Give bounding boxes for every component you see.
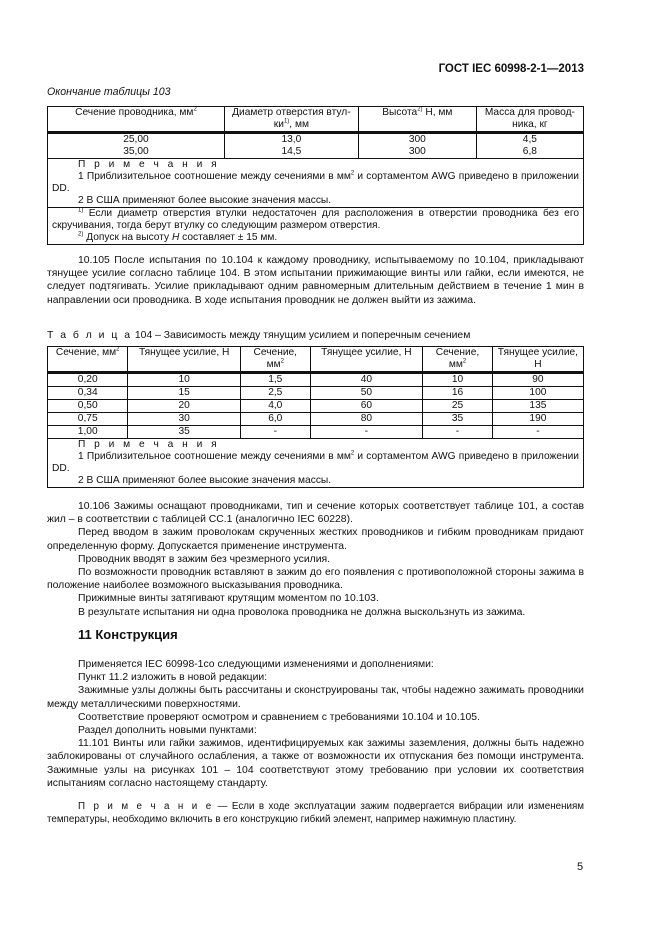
table-row <box>48 413 584 426</box>
cell: 25,00 <box>48 133 225 147</box>
paragraph-10-105 <box>47 254 584 307</box>
table-row <box>48 387 584 400</box>
header-cell: Диаметр отверстия втул-ки <box>232 107 351 130</box>
paragraph-10-106 <box>47 500 584 619</box>
table-104-caption <box>47 329 584 342</box>
cell: 10 <box>128 373 241 387</box>
section-heading: 11 Конструкция <box>78 627 178 642</box>
table-104 <box>47 346 584 488</box>
paragraph: По возможности проводник вставляют в зажим до его появления с противоположной стороны зажима в положение наиболее возможного высказывания проводника. <box>47 567 584 592</box>
table-notes: П р и м е ч а н и я 1 Приблизительное соотношение между сечениями в $мм^2$ и сортаментом AWG приведено в приложении DD. 2 В США применяют более высокие значения массы. <box>48 159 584 208</box>
table-row <box>48 146 584 159</box>
cell: 0,20 <box>48 373 128 387</box>
table-103 <box>47 106 584 245</box>
header-cell: Сечение, мм <box>55 347 117 358</box>
header-suffix: H, мм <box>422 107 453 118</box>
paragraph: Пункт 11.2 изложить в новой редакции: <box>78 672 268 684</box>
cell: 1,5 <box>240 373 310 387</box>
cell: 16 <box>423 387 493 400</box>
document-header: ГОСТ IEC 60998-2-1—2013 <box>438 63 584 75</box>
paragraph: Прижимные винты затягивают крутящим моментом по 10.103. <box>78 593 379 605</box>
note-2: 2 В США применяют более высокие значения массы. <box>78 475 332 486</box>
table-row <box>48 426 584 439</box>
cell: 4,5 <box>476 133 583 147</box>
header-cell: Сечение, мм <box>435 347 480 370</box>
cell: 300 <box>358 133 476 147</box>
cell: 35,00 <box>48 146 225 159</box>
cell: - <box>310 426 423 439</box>
note-text: — Если в ходе эксплуатации зажим подвергается вибрации или изменениям температуры, необходимо включить в его конструкцию гибкий элемент, например нажимную пластину. <box>47 801 585 826</box>
paragraph: Проводник вводят в зажим без чрезмерного усилия. <box>78 553 331 565</box>
paragraph: Соответствие проверяют осмотром и сравнением с требованиями 10.104 и 10.105. <box>78 711 480 723</box>
header-cell: Тянущее усилие, Н <box>128 347 241 373</box>
note-1: 1 Приблизительное соотношение между сечениями в мм <box>78 171 351 182</box>
note-label: П р и м е ч а н и е <box>78 801 214 813</box>
cell: 0,75 <box>48 413 128 426</box>
header-cell: Высота <box>382 107 418 118</box>
cell: 10 <box>423 373 493 387</box>
cell: 1,00 <box>48 426 128 439</box>
paragraph: Применяется IEC 60998-1со следующими изменениями и дополнениями: <box>78 659 434 670</box>
paragraph: 11.101 Винты или гайки зажимов, идентифицируемых как зажимы заземления, должны быть надежно заблокированы от случайного ослабления, а также от возможности их отпускания без помощи инструмента. Зажимные узлы на рисунках 101 – 104 соответствуют этому требованию при условии их соответствия испытаниям согласно настоящему стандарту. <box>47 738 584 789</box>
cell: 60 <box>310 400 423 413</box>
note-1: 1 Приблизительное соотношение между сечениями в мм <box>78 451 351 462</box>
caption-text: 104 – Зависимость между тянущим усилием и поперечным сечением <box>132 330 471 341</box>
table-row <box>48 373 584 387</box>
cell: 14,5 <box>224 146 358 159</box>
sup: 2) <box>417 106 423 113</box>
table-row <box>48 400 584 413</box>
cell: 20 <box>128 400 241 413</box>
page-number: 5 <box>577 861 584 873</box>
header-cell: Тянущее усилие, Н <box>310 347 423 373</box>
cell: 4,0 <box>240 400 310 413</box>
cell: 190 <box>492 413 583 426</box>
cell: 15 <box>128 387 241 400</box>
footnote-2-end: составляет ± 15 мм. <box>179 232 278 243</box>
cell: 300 <box>358 146 476 159</box>
caption-label: Т а б л и ц а <box>47 330 132 341</box>
paragraph: В результате испытания ни одна проволока проводника не должна выскользнуть из зажима. <box>78 606 526 618</box>
cell: 35 <box>128 426 241 439</box>
section-11-body <box>47 658 584 826</box>
cell: 135 <box>492 400 583 413</box>
table-footnotes: $^{1)}$ Если диаметр отверстия втулки недостаточен для расположения в отверстии проводника без его скручивания, тогда берут втулку со следующим размером отверстия. $^{2)}$ Допуск на высоту H составляет ± 15 мм. <box>48 208 584 245</box>
cell: 80 <box>310 413 423 426</box>
note <box>47 800 584 826</box>
header-cell: Масса для провод-ника, кг <box>476 107 583 133</box>
cell: 2,5 <box>240 387 310 400</box>
sup: 2 <box>193 106 197 113</box>
cell: - <box>423 426 493 439</box>
cell: - <box>240 426 310 439</box>
table-103-caption: Окончание таблицы 103 <box>47 86 171 98</box>
paragraph: Перед вводом в зажим проволокам скрученных жестких проводников и гибким проводникам придают определенную форму. Допускается применение инструмента. <box>47 527 584 552</box>
note-1-end: и сортаментом AWG приведено в приложении DD. <box>52 171 579 194</box>
cell: 50 <box>310 387 423 400</box>
table-header-row <box>48 107 584 133</box>
sup: 1) <box>283 118 290 125</box>
paragraph: Раздел дополнить новыми пунктами: <box>78 725 257 737</box>
note-1-end: и сортаментом AWG приведено в приложении DD. <box>52 451 579 474</box>
cell: 6,0 <box>240 413 310 426</box>
notes-title: П р и м е ч а н и я <box>78 159 220 170</box>
table-notes: П р и м е ч а н и я 1 Приблизительное соотношение между сечениями в $мм^2$ и сортаментом AWG приведено в приложении DD. 2 В США применяют более высокие значения массы. <box>48 439 584 488</box>
cell: 25 <box>423 400 493 413</box>
cell: 100 <box>492 387 583 400</box>
note-2: 2 В США применяют более высокие значения массы. <box>78 195 332 206</box>
table-row <box>48 133 584 147</box>
paragraph: 10.106 Зажимы оснащают проводниками, тип и сечение которых соответствует таблице 101, а состав жил – в соответствии с таблицей СС.1 (аналогично IEC 60228). <box>47 501 584 526</box>
header-suffix: , мм <box>289 119 309 130</box>
cell: 0,50 <box>48 400 128 413</box>
cell: 35 <box>423 413 493 426</box>
cell: 90 <box>492 373 583 387</box>
cell: 30 <box>128 413 241 426</box>
cell: 0,34 <box>48 387 128 400</box>
header-cell: Тянущее усилие, Н <box>492 347 583 373</box>
footnote-2: Допуск на высоту <box>86 232 172 243</box>
footnote-2-var: H <box>171 232 180 243</box>
cell: 40 <box>310 373 423 387</box>
header-cell: Сечение, мм <box>253 347 298 370</box>
paragraph: 10.105 После испытания по 10.104 к каждому проводнику, испытываемому по 10.104, прикладывают тянущее усилие согласно таблице 104. В этом испытании прижимающие винты или гайки, если имеются, не следует подтягивать. Усилие прикладывают одним равномерным длительным действием в течение 1 мин в направлении оси проводника. В ходе испытания проводник не должен выйти из зажима. <box>47 255 584 306</box>
notes-title: П р и м е ч а н и я <box>78 439 220 450</box>
footnote-1: Если диаметр отверстия втулки недостаточен для расположения в отверстии проводника без его скручивания, тогда берут втулку со следующим размером отверстия. <box>52 208 579 231</box>
cell: 6,8 <box>476 146 583 159</box>
paragraph: Зажимные узлы должны быть рассчитаны и сконструированы так, чтобы надежно зажимать проводники между металлическими поверхностями. <box>47 685 584 710</box>
table-header-row: Сечение, $мм^2$ Тянущее усилие, Н Сечение, $мм^2$ Тянущее усилие, Н Сечение, $мм^2$ Тянущее усилие, Н <box>48 347 584 373</box>
header-cell: Сечение проводника, мм <box>75 107 194 118</box>
cell: - <box>492 426 583 439</box>
cell: 13,0 <box>224 133 358 147</box>
